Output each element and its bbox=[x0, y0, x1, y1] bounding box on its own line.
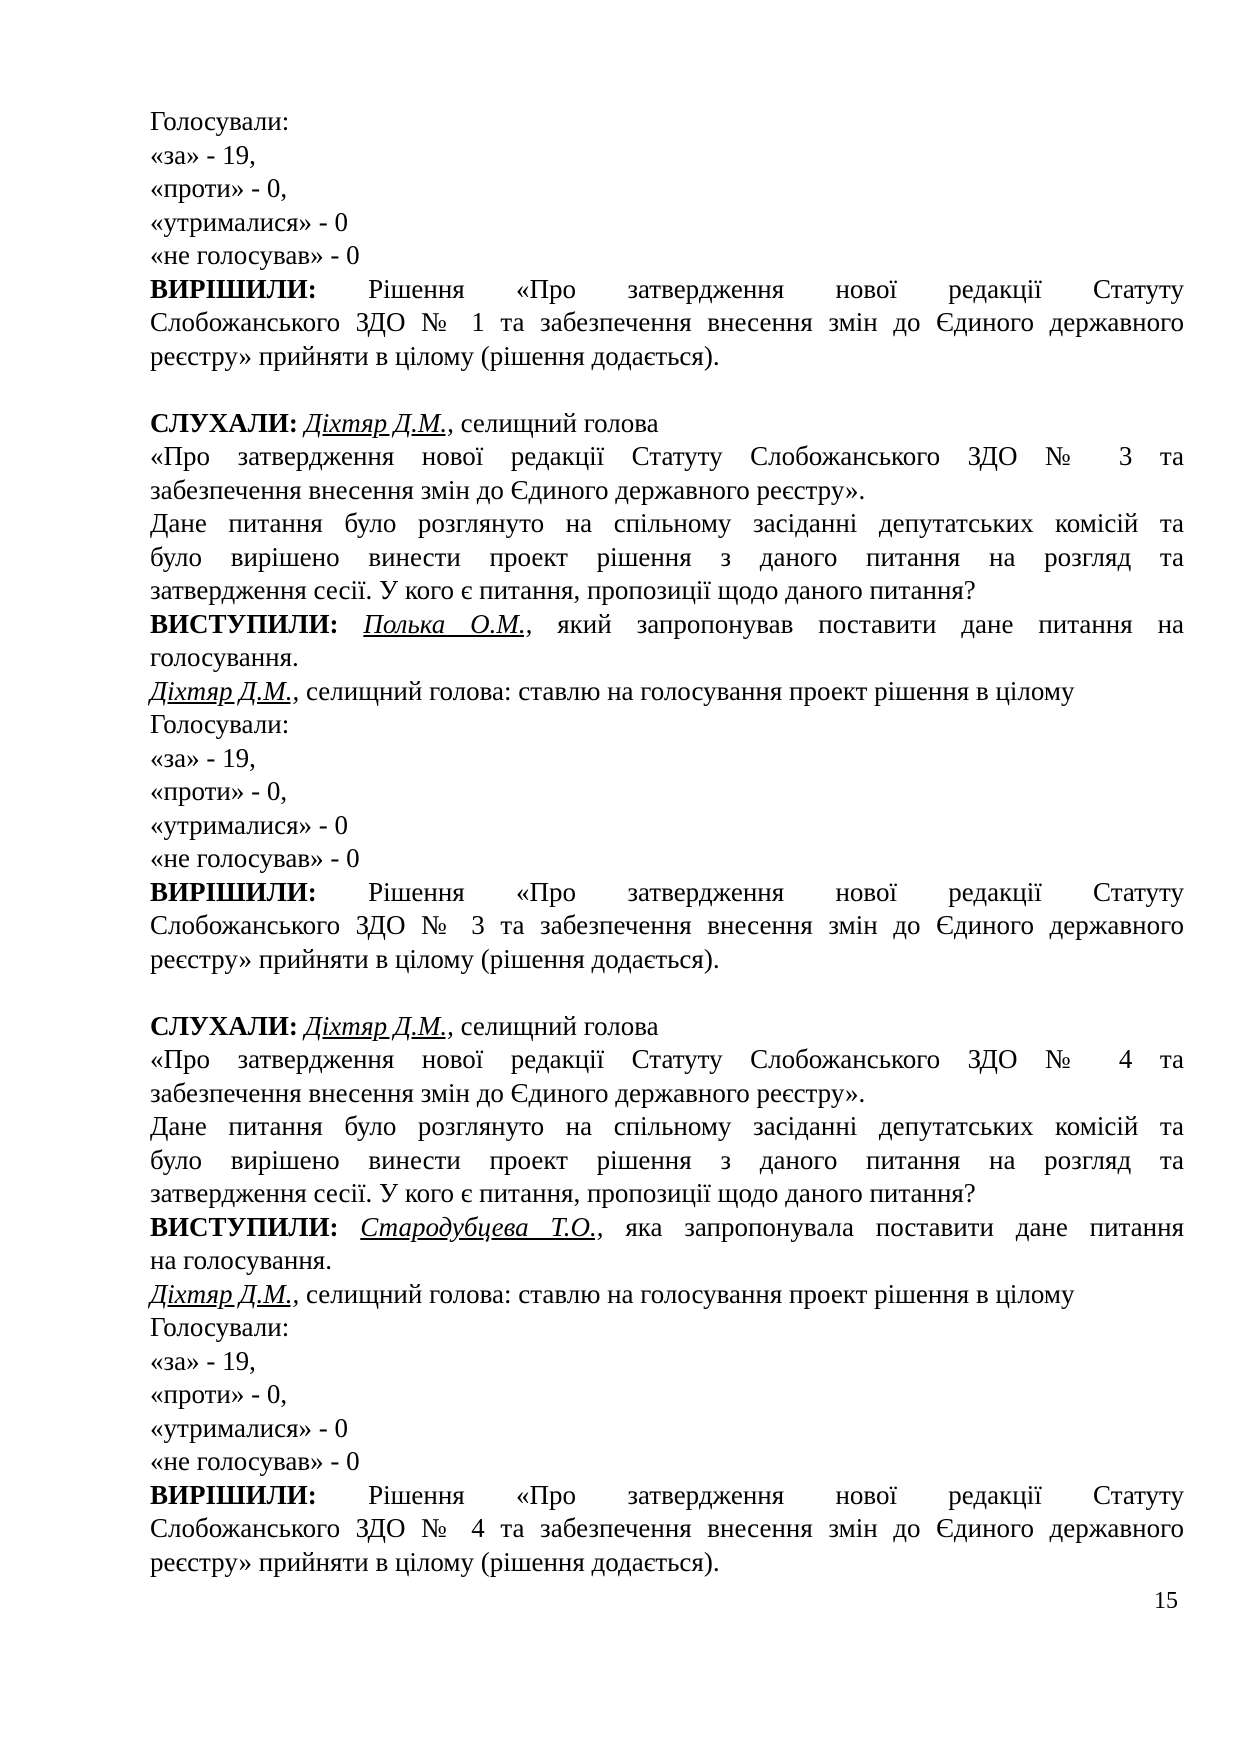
votes-abstained: «утрималися» - 0 bbox=[150, 1412, 349, 1443]
decision-text: Рішення «Про затвердження нової редакції Статуту bbox=[368, 1479, 1184, 1510]
speaker-name: Діхтяр Д.М., bbox=[304, 407, 454, 438]
votes-against: «проти» - 0, bbox=[150, 776, 288, 806]
topic-line: забезпечення внесення змін до Єдиного державного реєстру». bbox=[150, 474, 866, 505]
votes-not-voted: «не голосував» - 0 bbox=[150, 843, 360, 873]
votes-against: «проти» - 0, bbox=[150, 173, 288, 203]
spacer bbox=[150, 976, 1184, 1010]
decision-label: ВИРІШИЛИ: bbox=[150, 876, 317, 907]
agenda-item bbox=[150, 1010, 1184, 1580]
speakers-line bbox=[150, 608, 1184, 642]
agenda-item bbox=[150, 407, 1184, 977]
decision-line: Слобожанського ЗДО № 1 та забезпечення внесення змін до Єдиного державного bbox=[150, 307, 1184, 337]
chair-line bbox=[150, 1278, 1184, 1312]
speaker-role: селищний голова bbox=[460, 1010, 659, 1041]
votes-abstained: «утрималися» - 0 bbox=[150, 809, 349, 840]
page-number: 15 bbox=[1154, 1588, 1178, 1614]
votes-for: «за» - 19, bbox=[150, 742, 256, 773]
decision-text: Рішення «Про затвердження нової редакції Статуту bbox=[368, 876, 1184, 907]
decision-line: реєстру» прийняти в цілому (рішення додається). bbox=[150, 1546, 720, 1577]
decision-line bbox=[150, 876, 1184, 910]
decision-block bbox=[150, 273, 1184, 374]
speakers-line bbox=[150, 1211, 1184, 1245]
speaker-name: Полька О.М., bbox=[363, 608, 533, 639]
votes-for: «за» - 19, bbox=[150, 139, 256, 170]
chair-name: Діхтяр Д.М., bbox=[150, 675, 300, 706]
heard-line bbox=[150, 407, 1184, 441]
topic-line: «Про затвердження нової редакції Статуту Слобожанського ЗДО № 4 та bbox=[150, 1044, 1184, 1074]
topic-line: «Про затвердження нової редакції Статуту Слобожанського ЗДО № 3 та bbox=[150, 441, 1184, 471]
decision-label: ВИРІШИЛИ: bbox=[150, 1479, 317, 1510]
votes-heading: Голосували: bbox=[150, 106, 290, 136]
discussion-line: Дане питання було розглянуто на спільному засіданні депутатських комісій та bbox=[150, 1111, 1184, 1141]
decision-line bbox=[150, 273, 1184, 307]
chair-line bbox=[150, 675, 1184, 709]
discussion-line: було вирішено винести проект рішення з даного питання на розгляд та bbox=[150, 541, 1184, 572]
speakers-text: яка запропонувала поставити дане питання bbox=[625, 1211, 1184, 1242]
decision-label: ВИРІШИЛИ: bbox=[150, 273, 317, 304]
speakers-line: на голосування. bbox=[150, 1245, 332, 1275]
heard-label: СЛУХАЛИ: bbox=[150, 407, 298, 438]
speakers-text: який запропонував поставити дане питання на bbox=[557, 608, 1185, 639]
heard-label: СЛУХАЛИ: bbox=[150, 1010, 298, 1041]
spacer bbox=[150, 373, 1184, 407]
speakers-line: голосування. bbox=[150, 642, 299, 672]
decision-line: Слобожанського ЗДО № 3 та забезпечення внесення змін до Єдиного державного bbox=[150, 910, 1184, 940]
votes-for: «за» - 19, bbox=[150, 1345, 256, 1376]
decision-line bbox=[150, 1479, 1184, 1513]
speaker-name: Стародубцева Т.О., bbox=[360, 1211, 604, 1242]
votes-abstained: «утрималися» - 0 bbox=[150, 206, 349, 237]
discussion-line: Дане питання було розглянуто на спільному засіданні депутатських комісій та bbox=[150, 508, 1184, 538]
discussion-line: затвердження сесії. У кого є питання, пропозиції щодо даного питання? bbox=[150, 1178, 976, 1208]
decision-line: реєстру» прийняти в цілому (рішення додається). bbox=[150, 340, 720, 371]
decision-text: Рішення «Про затвердження нової редакції Статуту bbox=[368, 273, 1184, 304]
discussion-line: було вирішено винести проект рішення з даного питання на розгляд та bbox=[150, 1144, 1184, 1175]
votes-against: «проти» - 0, bbox=[150, 1379, 288, 1409]
decision-line: Слобожанського ЗДО № 4 та забезпечення внесення змін до Єдиного державного bbox=[150, 1513, 1184, 1543]
document-page bbox=[150, 105, 1184, 1579]
chair-text: селищний голова: ставлю на голосування проект рішення в цілому bbox=[305, 1278, 1075, 1309]
votes-heading: Голосували: bbox=[150, 1312, 290, 1342]
speakers-label: ВИСТУПИЛИ: bbox=[150, 1211, 339, 1242]
votes-heading: Голосували: bbox=[150, 709, 290, 739]
heard-line bbox=[150, 1010, 1184, 1044]
votes-block bbox=[150, 105, 1184, 273]
speaker-name: Діхтяр Д.М., bbox=[304, 1010, 454, 1041]
discussion-line: затвердження сесії. У кого є питання, пропозиції щодо даного питання? bbox=[150, 575, 976, 605]
chair-name: Діхтяр Д.М., bbox=[150, 1278, 300, 1309]
topic-line: забезпечення внесення змін до Єдиного державного реєстру». bbox=[150, 1077, 866, 1108]
votes-not-voted: «не голосував» - 0 bbox=[150, 1446, 360, 1476]
speaker-role: селищний голова bbox=[460, 407, 659, 438]
chair-text: селищний голова: ставлю на голосування проект рішення в цілому bbox=[305, 675, 1075, 706]
decision-line: реєстру» прийняти в цілому (рішення додається). bbox=[150, 943, 720, 974]
speakers-label: ВИСТУПИЛИ: bbox=[150, 608, 339, 639]
votes-not-voted: «не голосував» - 0 bbox=[150, 240, 360, 270]
